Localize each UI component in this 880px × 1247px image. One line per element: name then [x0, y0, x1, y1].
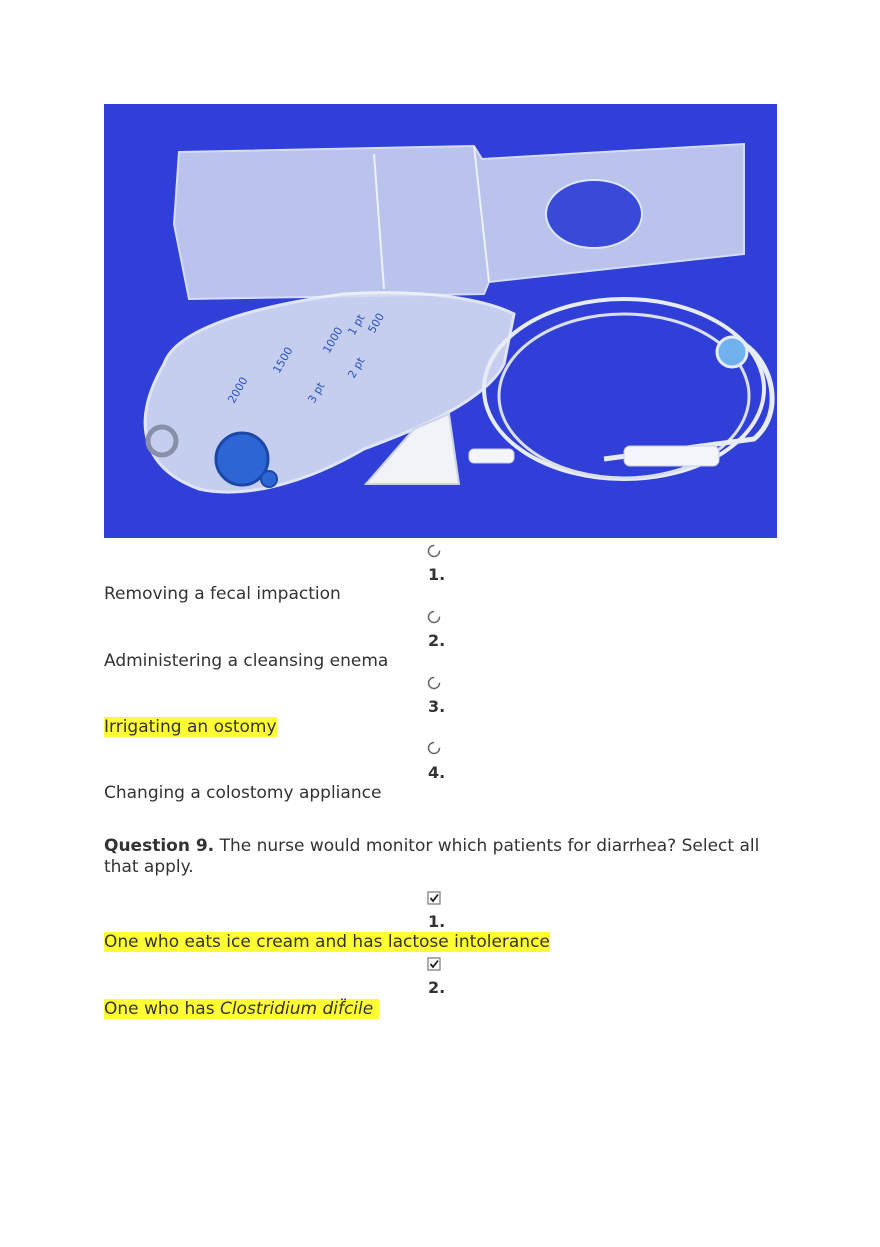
option-number: 1. — [428, 912, 446, 931]
option-number: 2. — [428, 978, 446, 997]
roller-clamp — [717, 337, 747, 367]
option-text: Removing a fecal impaction — [104, 584, 341, 604]
option-text-highlighted: Irrigating an ostomy — [104, 717, 277, 737]
option-number: 3. — [428, 697, 446, 716]
question-label: Question 9. — [104, 836, 215, 856]
bag-marking-1: 1 pt — [345, 312, 368, 338]
question-text: The nurse would monitor which patients for diarrhea? Select all that apply. — [104, 836, 760, 877]
checkbox-checked-icon[interactable] — [427, 957, 441, 971]
bag-marking-6: 3 pt — [305, 380, 328, 406]
radio-icon[interactable] — [427, 610, 441, 624]
question-9 — [104, 836, 784, 878]
option-number: 2. — [428, 631, 446, 650]
option-text: Administering a cleansing enema — [104, 651, 389, 671]
product-photo — [104, 104, 777, 538]
option-text-highlighted: One who eats ice cream and has lactose intolerance — [104, 932, 550, 952]
bag-marking-5: 1500 — [270, 344, 296, 376]
tube-connector — [624, 446, 719, 466]
tube-tip — [469, 449, 514, 463]
radio-icon[interactable] — [427, 544, 441, 558]
organism-name: Clostridium dif̈cile — [219, 999, 374, 1019]
sleeve-opening — [546, 180, 642, 248]
option-number: 1. — [428, 565, 446, 584]
radio-icon[interactable] — [427, 741, 441, 755]
bag-marking-4: 2 pt — [345, 355, 368, 381]
radio-icon[interactable] — [427, 676, 441, 690]
option-text-highlighted — [104, 999, 379, 1019]
enema-kit-photo — [104, 104, 777, 538]
option-text-prefix: One who has — [104, 999, 220, 1019]
option-number: 4. — [428, 763, 446, 782]
bag-marking-2: 500 — [365, 310, 388, 336]
bag-marking-7: 2000 — [225, 374, 251, 406]
option-text: Changing a colostomy appliance — [104, 783, 382, 803]
checkbox-checked-icon[interactable] — [427, 891, 441, 905]
bag-marking-3: 1000 — [320, 324, 346, 356]
